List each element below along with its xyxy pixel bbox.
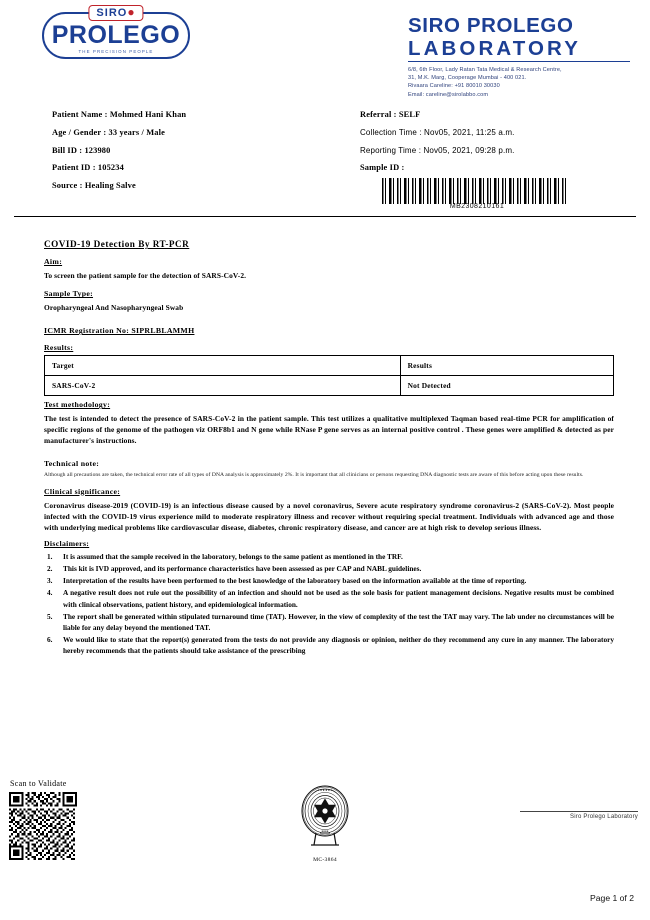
sample-barcode [382, 178, 572, 210]
signature-line [520, 811, 638, 812]
methodology-heading: Test methodology: [44, 400, 111, 410]
seal-icon [290, 785, 360, 851]
lab-address [408, 66, 630, 99]
disclaimer-text: We would like to state that the report(s) generated from the tests do not provide any diagnosis or opinion, neither do they recommend any cure in any manner. The laboratory hereby recommends that the patients should take assistance of the prescribing [63, 635, 614, 656]
patient-name: Patient Name : Mohmed Hani Khan [52, 110, 187, 119]
signature-block [520, 811, 638, 820]
disclaimer-number: 1. [47, 551, 53, 561]
logo-badge-dot: ● [127, 5, 136, 19]
disclaimer-text: Interpretation of the results have been performed to the best knowledge of the laboratory based on the information available at the time of reporting. [63, 576, 527, 586]
list-item [44, 551, 614, 562]
results-heading: Results: [44, 343, 74, 353]
sample-type-heading: Sample Type: [44, 289, 94, 299]
report-title: COVID-19 Detection By RT-PCR [44, 239, 190, 250]
disclaimers-list [44, 551, 614, 657]
company-logo [42, 5, 192, 59]
address-line-4: Email: careline@sirolabbo.com [408, 91, 489, 98]
cell-target: SARS-CoV-2 [45, 376, 401, 396]
disclaimer-text: A negative result does not rule out the possibility of an infection and should not be used as the sole basis for patient management decisions. Negative results must be combined with clinical observations, patient history, and epidemiological information. [63, 588, 614, 609]
svg-text:●●●●: ●●●● [321, 829, 329, 833]
sample-type-text: Oropharyngeal And Nasopharyngeal Swab [44, 303, 184, 313]
table-header-row [45, 356, 614, 376]
patient-source: Source : Healing Salve [52, 181, 136, 191]
aim-heading: Aim: [44, 257, 63, 267]
methodology-text: The test is intended to detect the presence of SARS-CoV-2 in the patient sample. This test utilizes a qualitative multiplexed Taqman based real-time PCR for amplification of specific regions of the genome of the pathogen viz ORF8b1 and N gene while RNase P gene serves as an internal positive control . These genes were amplified & detected as per manufacturer's instructions. [44, 414, 614, 446]
seal-number: MC-3864 [313, 857, 337, 863]
list-item [44, 575, 614, 586]
patient-id: Patient ID : 105234 [52, 163, 124, 173]
list-item [44, 634, 614, 656]
scan-to-validate-label: Scan to Validate [10, 779, 67, 788]
aim-text: To screen the patient sample for the detection of SARS-CoV-2. [44, 271, 247, 281]
disclaimer-number: 3. [47, 576, 53, 586]
page-number: Page 1 of 2 [590, 893, 634, 903]
signatory-name: Siro Prolego Laboratory [570, 814, 638, 820]
column-header-results: Results [400, 356, 613, 376]
referral: Referral : SELF [360, 110, 421, 119]
disclaimers-heading: Disclaimers: [44, 538, 90, 548]
barcode-image [382, 178, 568, 204]
patient-bill-id: Bill ID : 123980 [52, 145, 111, 155]
lab-title-line2: LABORATORY [408, 37, 630, 62]
barcode-number: MB2308210161 [449, 203, 505, 211]
header-divider [14, 216, 636, 217]
clinical-significance-text: Coronavirus disease-2019 (COVID-19) is an infectious disease caused by a novel coronavirus, Severe acute respiratory syndrome coronavirus-2 (SARS-CoV-2). Most people infected with the COVID-19 virus experience mild to moderate respiratory illness and recover without requiring special treatment. Individuals with advanced age and those with underlying medical problems like cardiovascular disease, diabetes, chronic respiratory disease, and cancer are at high risk to develop serious illness. [44, 500, 614, 532]
list-item [44, 611, 614, 633]
disclaimer-text: The report shall be generated within stipulated turnaround time (TAT). However, in the view of complexity of the test the TAT may vary. The lab under no circumstances will be liable for any delay beyond the mentioned TAT. [63, 611, 614, 632]
disclaimer-number: 4. [47, 588, 53, 598]
list-item [44, 563, 614, 574]
address-line-2: 31, M.K. Marg, Cooperage Mumbai - 400 021. [408, 75, 527, 82]
sample-details [348, 106, 632, 210]
address-line-1: 6/8, 6th Floor, Lady Ratan Tata Medical & Research Centre, [408, 67, 562, 73]
lab-identity [408, 14, 630, 99]
technical-note-text: Although all precautions are taken, the technical error rate of all types of DNA analysis is approximately 2%. It is important that all clinicians or persons requesting DNA diagnostic tests are aware of this before acting upon these results. [44, 472, 584, 479]
logo-badge [88, 5, 143, 21]
disclaimer-number: 6. [47, 635, 53, 645]
report-footer [0, 775, 650, 920]
svg-text:● ● ● ● ● ●: ● ● ● ● ● ● [317, 788, 333, 792]
collection-time: Collection Time : Nov05, 2021, 11:25 a.m. [360, 127, 515, 137]
icmr-registration: ICMR Registration No: SIPRLBLAMMH [44, 326, 195, 336]
address-line-3: Rivaara Careline: +91 80010 30030 [408, 83, 500, 90]
lab-title-line1: SIRO PROLEGO [408, 14, 574, 37]
patient-age-gender: Age / Gender : 33 years / Male [52, 127, 165, 137]
cell-result: Not Detected [400, 376, 613, 396]
patient-details [18, 106, 348, 210]
sample-id-label: Sample ID : [360, 163, 405, 173]
logo-badge-text: SIRO [96, 7, 128, 19]
table-row [45, 376, 614, 396]
logo-tagline: THE PRECISION PEOPLE [78, 49, 154, 54]
logo-outline [42, 5, 190, 59]
reporting-time: Reporting Time : Nov05, 2021, 09:28 p.m. [360, 145, 515, 155]
patient-sample-info [0, 100, 650, 210]
disclaimer-number: 5. [47, 611, 53, 621]
disclaimer-text: This kit is IVD approved, and its performance characteristics have been assessed as per CAP and NABL guidelines. [63, 563, 422, 573]
technical-note-heading: Technical note: [44, 459, 100, 469]
official-seal [287, 785, 363, 863]
logo-wordmark: PROLEGO [51, 21, 181, 49]
results-table [44, 355, 614, 396]
report-header [0, 0, 650, 100]
qr-code-icon[interactable] [9, 792, 77, 860]
disclaimer-number: 2. [47, 563, 53, 573]
clinical-significance-heading: Clinical significance: [44, 486, 121, 496]
list-item [44, 587, 614, 609]
disclaimer-text: It is assumed that the sample received in the laboratory, belongs to the same patient as mentioned in the TRF. [63, 551, 403, 561]
report-body [0, 239, 650, 656]
column-header-target: Target [45, 356, 401, 376]
